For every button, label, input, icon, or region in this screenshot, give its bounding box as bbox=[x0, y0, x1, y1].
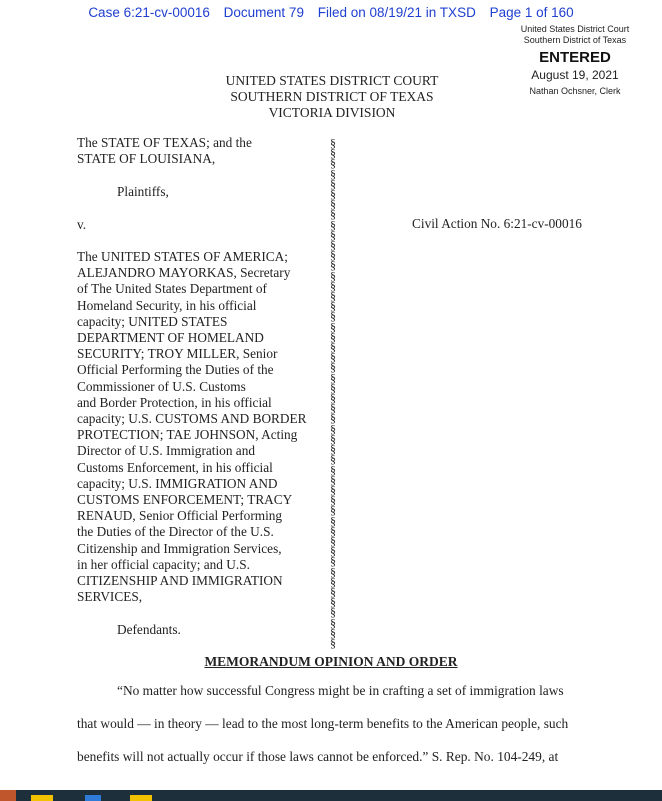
section-symbol: § bbox=[330, 258, 336, 273]
defendants-line: The UNITED STATES OF AMERICA; bbox=[77, 249, 288, 264]
section-symbol: § bbox=[330, 187, 336, 202]
section-symbol: § bbox=[330, 380, 336, 395]
document-number: Document 79 bbox=[223, 5, 304, 20]
section-symbol: § bbox=[330, 442, 336, 457]
body-line-2: that would — in theory — lead to the most long-term benefits to the American people, such bbox=[77, 716, 569, 731]
defendants-line: Customs Enforcement, in his official bbox=[77, 459, 273, 475]
plaintiffs-line: The STATE OF TEXAS; and the bbox=[77, 135, 252, 150]
section-symbol: § bbox=[330, 278, 336, 293]
court-division: VICTORIA DIVISION bbox=[268, 105, 396, 120]
defendants-line: ALEJANDRO MAYORKAS, Secretary bbox=[77, 265, 291, 281]
section-symbol: § bbox=[330, 462, 336, 477]
body-line-1: “No matter how successful Congress might be in crafting a set of immigration laws bbox=[117, 683, 564, 698]
section-symbol: § bbox=[330, 329, 336, 344]
section-symbol: § bbox=[330, 289, 336, 304]
section-symbol: § bbox=[330, 401, 336, 416]
defendants-block bbox=[77, 249, 307, 605]
section-symbol: § bbox=[330, 625, 336, 640]
folder-icon[interactable] bbox=[130, 795, 152, 801]
body-line-3: benefits will not actually occur if those laws cannot be enforced.” S. Rep. No. 104-249, at bbox=[77, 749, 559, 764]
section-symbol: § bbox=[330, 319, 336, 334]
section-symbol: § bbox=[330, 605, 336, 620]
stamp-district: Southern District of Texas bbox=[523, 35, 627, 45]
defendants-line: RENAUD, Senior Official Performing bbox=[77, 508, 283, 524]
case-number: Case 6:21-cv-00016 bbox=[88, 5, 210, 20]
section-symbol: § bbox=[330, 472, 336, 487]
section-symbol: § bbox=[330, 544, 336, 559]
defendants-label: Defendants. bbox=[117, 622, 181, 637]
defendants-line: CITIZENSHIP AND IMMIGRATION bbox=[77, 573, 283, 589]
stamp-court: United States District Court bbox=[520, 24, 630, 34]
section-symbol: § bbox=[330, 207, 336, 222]
document-app-icon[interactable] bbox=[85, 795, 101, 801]
document-title: MEMORANDUM OPINION AND ORDER bbox=[204, 654, 458, 669]
section-symbol: § bbox=[330, 340, 336, 355]
section-symbol: § bbox=[330, 370, 336, 385]
section-symbol: § bbox=[330, 503, 336, 518]
section-symbol: § bbox=[330, 595, 336, 610]
section-symbol: § bbox=[330, 197, 336, 212]
defendants-line: the Duties of the Director of the U.S. bbox=[77, 524, 274, 540]
section-symbol: § bbox=[330, 136, 336, 150]
defendants-line: Commissioner of U.S. Customs bbox=[77, 378, 246, 394]
civil-action-number: Civil Action No. 6:21-cv-00016 bbox=[412, 216, 582, 231]
section-symbol: § bbox=[330, 268, 336, 283]
section-symbol: § bbox=[330, 584, 336, 599]
versus: v. bbox=[77, 217, 87, 232]
defendants-line: SECURITY; TROY MILLER, Senior bbox=[77, 346, 278, 362]
filing-header bbox=[0, 5, 662, 20]
section-symbol: § bbox=[330, 421, 336, 436]
section-symbol: § bbox=[330, 166, 336, 181]
section-symbol: § bbox=[330, 391, 336, 406]
defendants-line: SERVICES, bbox=[77, 589, 143, 605]
section-symbol: § bbox=[330, 309, 336, 324]
defendants-line: capacity; U.S. IMMIGRATION AND bbox=[77, 475, 278, 491]
defendants-line: Homeland Security, in his official bbox=[77, 297, 257, 313]
defendants-line: capacity; U.S. CUSTOMS AND BORDER bbox=[77, 411, 307, 427]
section-symbol: § bbox=[330, 513, 336, 528]
defendants-line: Director of U.S. Immigration and bbox=[77, 443, 255, 459]
plaintiffs-label: Plaintiffs, bbox=[117, 184, 169, 199]
section-symbol: § bbox=[330, 564, 336, 579]
defendants-line: DEPARTMENT OF HOMELAND bbox=[77, 330, 264, 346]
section-symbol: § bbox=[330, 350, 336, 365]
section-symbol: § bbox=[330, 156, 336, 171]
section-symbol: § bbox=[330, 493, 336, 508]
section-symbol: § bbox=[330, 431, 336, 446]
section-symbol: § bbox=[330, 238, 336, 253]
taskbar-accent bbox=[0, 790, 16, 801]
defendants-line: Official Performing the Duties of the bbox=[77, 362, 274, 378]
stamp-entered: ENTERED bbox=[539, 49, 611, 66]
filed-date: Filed on 08/19/21 in TXSD bbox=[317, 5, 476, 20]
file-explorer-icon[interactable] bbox=[31, 795, 53, 801]
defendants-line: and Border Protection, in his official bbox=[77, 394, 272, 410]
stamp-date: August 19, 2021 bbox=[531, 68, 619, 82]
defendants-line: of The United States Department of bbox=[77, 281, 267, 297]
defendants-line: capacity; UNITED STATES bbox=[77, 313, 228, 329]
plaintiffs-line: STATE OF LOUISIANA, bbox=[77, 151, 216, 167]
stamp-clerk: Nathan Ochsner, Clerk bbox=[529, 86, 621, 96]
section-symbol: § bbox=[330, 176, 336, 191]
section-symbol: § bbox=[330, 533, 336, 548]
section-symbol: § bbox=[330, 452, 336, 467]
section-symbol: § bbox=[330, 146, 336, 161]
section-symbol: § bbox=[330, 635, 336, 650]
section-symbol: § bbox=[330, 360, 336, 375]
court-district: SOUTHERN DISTRICT OF TEXAS bbox=[230, 89, 434, 104]
defendants-line: CUSTOMS ENFORCEMENT; TRACY bbox=[77, 492, 293, 508]
section-symbol: § bbox=[330, 615, 336, 630]
page-indicator: Page 1 of 160 bbox=[489, 5, 574, 20]
defendants-line: PROTECTION; TAE JOHNSON, Acting bbox=[77, 427, 298, 443]
section-symbol: § bbox=[330, 248, 336, 263]
section-symbol: § bbox=[330, 482, 336, 497]
court-name: UNITED STATES DISTRICT COURT bbox=[225, 73, 439, 88]
defendants-line: Citizenship and Immigration Services, bbox=[77, 540, 282, 556]
section-symbol: § bbox=[330, 411, 336, 426]
section-symbol: § bbox=[330, 523, 336, 538]
plaintiffs-block bbox=[77, 135, 252, 167]
section-symbol: § bbox=[330, 299, 336, 314]
section-symbol: § bbox=[330, 227, 336, 242]
section-symbol: § bbox=[330, 574, 336, 589]
defendants-line: in her official capacity; and U.S. bbox=[77, 556, 250, 572]
section-symbol-column bbox=[326, 138, 340, 648]
section-symbol: § bbox=[330, 217, 336, 232]
section-symbol: § bbox=[330, 554, 336, 569]
